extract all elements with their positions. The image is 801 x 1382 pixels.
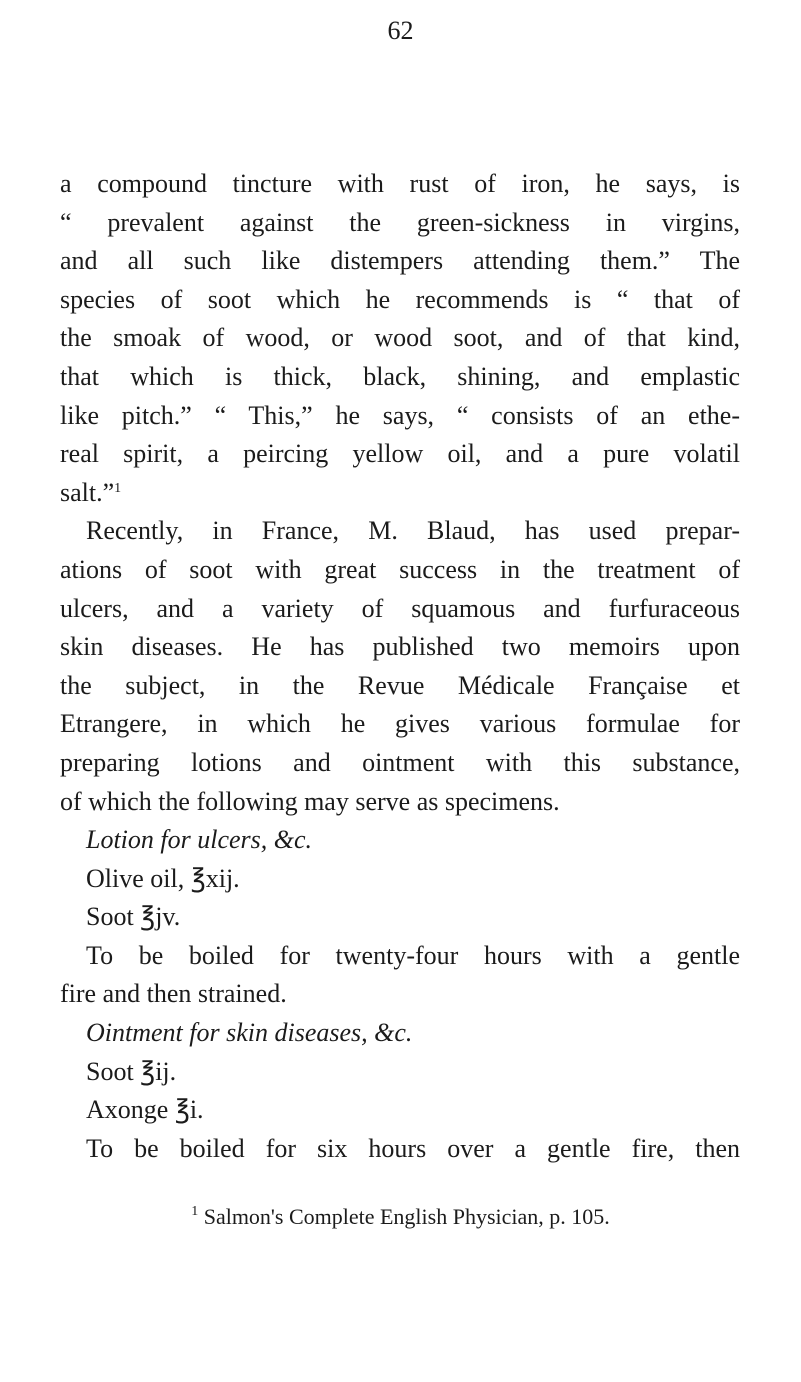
text-line <box>60 821 740 860</box>
text-line-content: like pitch.” “ This,” he says, “ consists of an ethe- <box>60 400 740 430</box>
text-line-content: Soot ℥ij. <box>86 1056 177 1086</box>
text-line-content: fire and then strained. <box>60 979 287 1009</box>
text-line <box>60 667 740 706</box>
footnote-text: Salmon's Complete English Physician, p. 105. <box>203 1204 610 1229</box>
text-line <box>60 783 740 822</box>
text-line <box>60 281 740 320</box>
footnote-reference: 1 <box>114 480 122 496</box>
text-line <box>60 1053 740 1092</box>
text-line <box>60 512 740 551</box>
text-line-content: To be boiled for six hours over a gentle fire, then <box>86 1133 740 1163</box>
text-line <box>60 1130 740 1169</box>
page-number: 62 <box>387 16 414 45</box>
text-line <box>60 1091 740 1130</box>
footnote-marker: 1 <box>191 1204 199 1219</box>
text-line-content: To be boiled for twenty-four hours with a gentle <box>86 940 740 970</box>
text-line <box>60 319 740 358</box>
text-line <box>60 474 740 513</box>
text-line <box>60 590 740 629</box>
text-line <box>60 358 740 397</box>
text-line-content: ations of soot with great success in the treatment of <box>60 554 740 584</box>
text-line-content: Etrangere, in which he gives various formulae for <box>60 709 740 739</box>
text-line-content: ulcers, and a variety of squamous and furfuraceous <box>60 593 740 623</box>
text-line-content: real spirit, a peircing yellow oil, and a pure volatil <box>60 439 740 469</box>
text-line <box>60 242 740 281</box>
text-line <box>60 165 740 204</box>
text-line-content: Soot ℥jv. <box>86 902 181 932</box>
text-line-content: Olive oil, ℥xij. <box>86 863 240 893</box>
text-line <box>60 628 740 667</box>
text-line-content: salt.” <box>60 477 115 507</box>
text-line <box>60 397 740 436</box>
body-text <box>60 165 740 1168</box>
text-line-content: Recently, in France, M. Blaud, has used prepar- <box>86 516 740 546</box>
text-line-content: preparing lotions and ointment with this substance, <box>60 747 740 777</box>
text-line <box>60 435 740 474</box>
text-line-content: a compound tincture with rust of iron, he says, is <box>60 169 740 198</box>
text-line <box>60 975 740 1014</box>
text-line-content: of which the following may serve as specimens. <box>60 786 560 816</box>
text-line <box>60 551 740 590</box>
text-line <box>60 937 740 976</box>
text-line <box>60 204 740 243</box>
text-line <box>60 860 740 899</box>
text-line <box>60 898 740 937</box>
text-line-content: Axonge ℥i. <box>86 1095 204 1125</box>
text-line-content: Ointment for skin diseases, &c. <box>86 1018 413 1048</box>
footnote <box>0 1204 801 1230</box>
text-line-content: the subject, in the Revue Médicale Française et <box>60 670 740 700</box>
text-line-content: the smoak of wood, or wood soot, and of that kind, <box>60 323 740 353</box>
text-line <box>60 1014 740 1053</box>
text-line-content: Lotion for ulcers, &c. <box>86 825 313 855</box>
text-line <box>60 705 740 744</box>
text-line <box>60 744 740 783</box>
text-line-content: that which is thick, black, shining, and emplastic <box>60 361 740 391</box>
text-line-content: “ prevalent against the green-sickness in virgins, <box>60 207 740 237</box>
text-line-content: skin diseases. He has published two memoirs upon <box>60 632 740 662</box>
text-line-content: and all such like distempers attending them.” The <box>60 246 740 276</box>
text-line-content: species of soot which he recommends is “ that of <box>60 284 740 314</box>
